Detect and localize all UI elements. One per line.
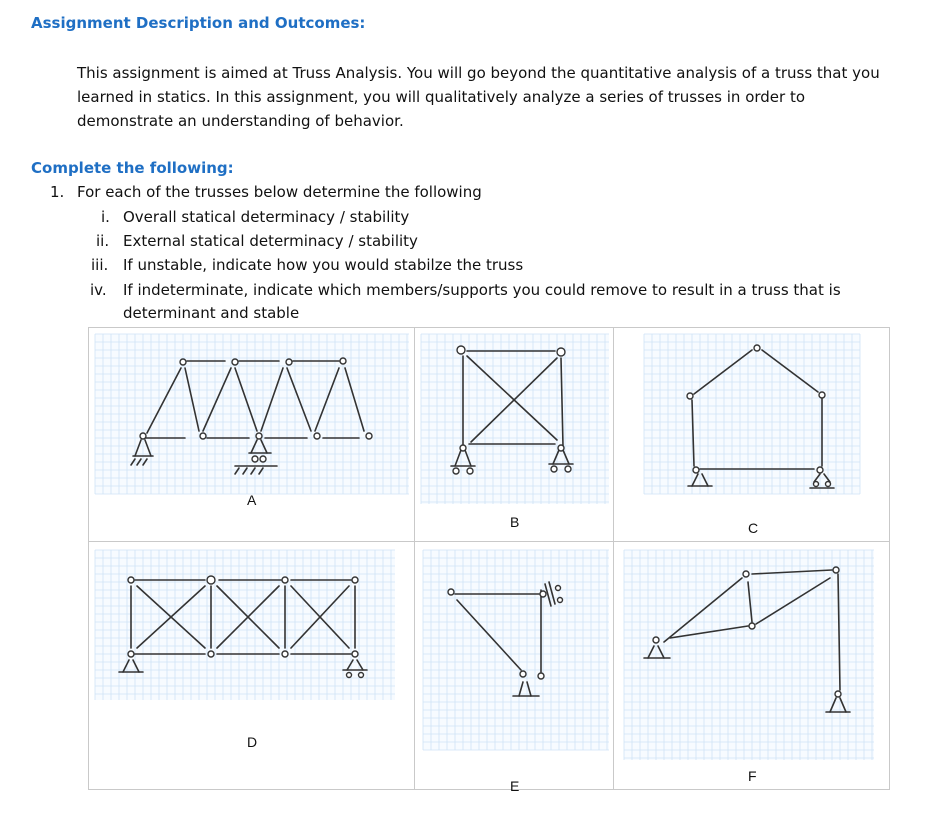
truss-label-b: B	[510, 514, 520, 530]
truss-cell-b	[414, 327, 614, 542]
subtask-text-continued: determinant and stable	[123, 304, 300, 322]
subtask-num: ii.	[96, 232, 110, 250]
truss-cell-a	[88, 327, 415, 542]
task-text: For each of the trusses below determine the following	[77, 183, 482, 201]
truss-a-sketch	[89, 328, 416, 543]
subtask-num: iv.	[90, 281, 107, 299]
truss-label-f: F	[748, 768, 757, 784]
truss-label-c: C	[748, 520, 759, 536]
subtask-text: If indeterminate, indicate which members/supports you could remove to result in a truss that is	[123, 281, 841, 299]
truss-b-sketch	[415, 328, 615, 543]
subtask-text: If unstable, indicate how you would stabilze the truss	[123, 256, 524, 274]
truss-f-sketch	[614, 542, 891, 791]
subtask-num: i.	[101, 208, 110, 226]
truss-cell-c	[613, 327, 890, 542]
graph-paper-grid	[644, 334, 860, 494]
subtask-num: iii.	[91, 256, 109, 274]
truss-figure-table	[88, 327, 890, 794]
truss-e-sketch	[415, 542, 615, 791]
truss-cell-d	[88, 541, 415, 790]
description-paragraph: This assignment is aimed at Truss Analysis. You will go beyond the quantitative analysis of a truss that you learned in statics. In this assignment, you will qualitatively analyze a series of trusses in order to demonstrate an understanding of behavior.	[77, 64, 880, 130]
truss-d-sketch	[89, 542, 416, 791]
subtask-text: Overall statical determinacy / stability	[123, 208, 410, 226]
truss-label-a: A	[247, 492, 257, 508]
truss-cell-f	[613, 541, 890, 790]
truss-label-e: E	[510, 778, 520, 794]
section-heading: Assignment Description and Outcomes:	[31, 14, 366, 32]
subtask-text: External statical determinacy / stability	[123, 232, 418, 250]
truss-cell-e	[414, 541, 614, 794]
truss-c-sketch	[614, 328, 891, 543]
truss-label-d: D	[247, 734, 258, 750]
complete-heading: Complete the following:	[31, 159, 234, 177]
task-number: 1.	[50, 183, 65, 201]
graph-paper-grid	[95, 334, 409, 494]
